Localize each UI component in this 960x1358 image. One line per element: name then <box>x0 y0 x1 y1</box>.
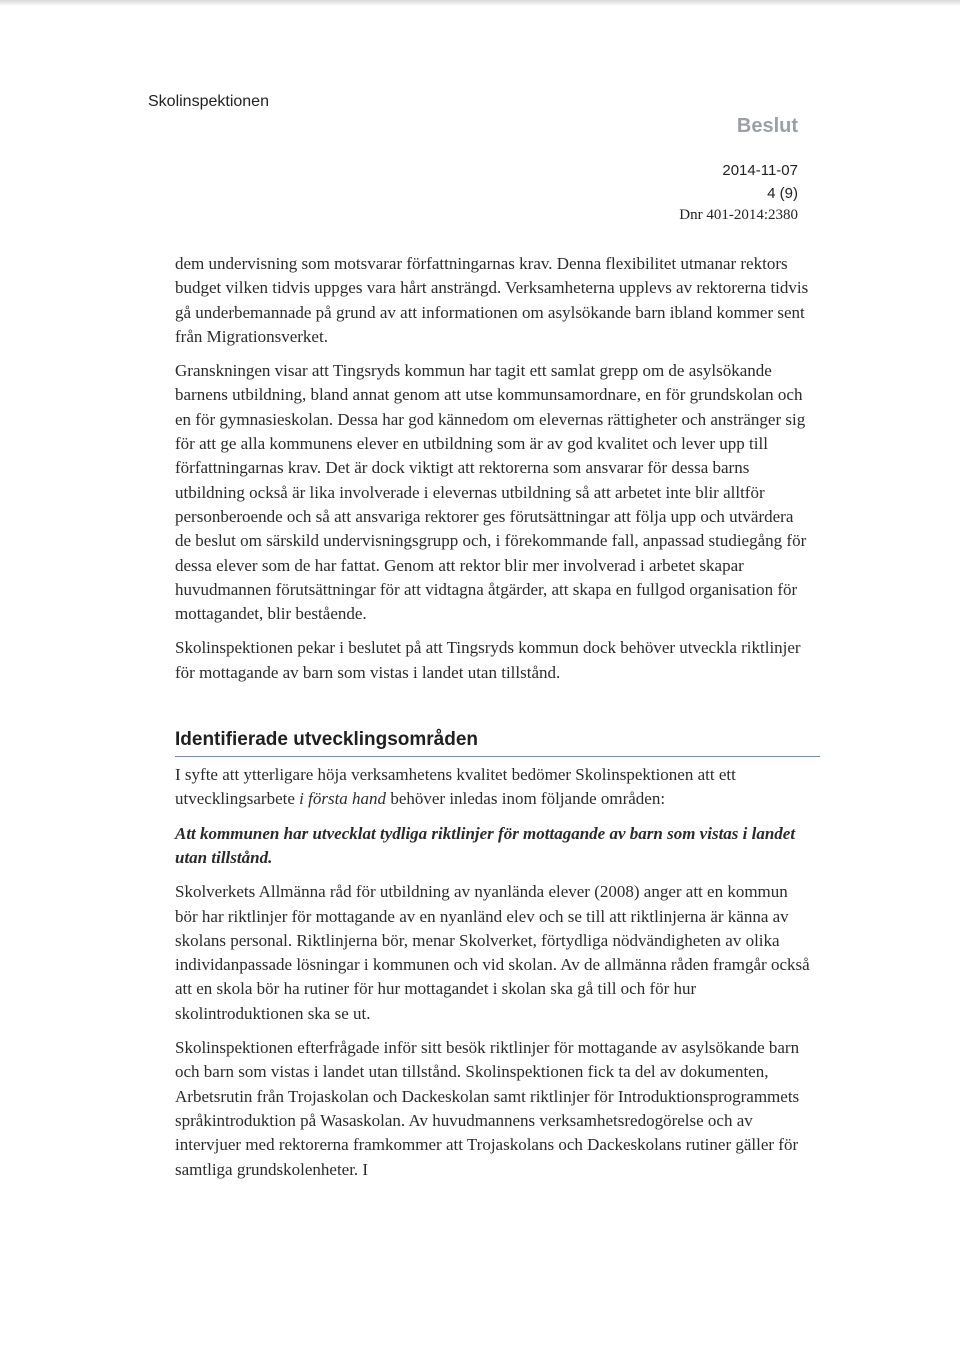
scan-edge <box>0 0 960 6</box>
intro-text-end: behöver inledas inom följande områden: <box>386 789 666 809</box>
intro-text: I syfte att ytterligare höja verksamhetens kvalitet bedömer Skolinspektionen att ett utvecklingsarbete <box>175 765 736 809</box>
paragraph: Granskningen visar att Tingsryds kommun har tagit ett samlat grepp om de asylsökande barnens utbildning, bland annat genom att utse kommunsamordnare, en för grundskolan och en för gymnasieskolan. Dessa har god kännedom om elevernas rättigheter och anstränger sig för att ge alla kommunens elever en utbildning som är av god kvalitet och lever upp till författningarnas krav. Det är dock viktigt att rektorerna som ansvarar för dessa barns utbildning också är lika involverade i elevernas utbildning så att arbetet inte blir alltför personberoende och så att ansvariga rektorer ges förutsättningar att följa upp och utvärdera de beslut om särskild undervisningsgrupp och, i förekommande fall, anpassad studiegång för dessa elever som de har fattat. Genom att rektor blir mer involverad i arbetet skapar huvudmannen förutsättningar för att vidtagna åtgärder, att skapa en fullgod organisation för mottagandet, blir bestående. <box>175 361 807 624</box>
page-number: 4 (9) <box>767 185 798 202</box>
paragraph: Skolverkets Allmänna råd för utbildning av nyanlända elever (2008) anger att en kommun bör har riktlinjer för mottagande av en nyanländ elev och se till att riktlinjerna är känna av skolans personal. Riktlinjerna bör, menar Skolverket, förtydliga nödvändigheten av olika individanpassade lösningar i kommunen och vid skolan. Av de allmänna råden framgår också att en skola bör ha rutiner för hur mottagandet i skolan ska gå till och för hur skolintroduktionen ska se ut. <box>175 882 810 1023</box>
document-body <box>175 252 813 1192</box>
paragraph: Skolinspektionen efterfrågade inför sitt besök riktlinjer för mottagande av asylsökande barn och barn som vistas i landet utan tillstånd. Skolinspektionen fick ta del av dokumenten, Arbetsrutin från Trojaskolan och Dackeskolan samt riktlinjer för Introduktionsprogrammets språkintroduktion på Wasaskolan. Av huvudmannens verksamhetsredogörelse och av intervjuer med rektorerna framkommer att Trojaskolans och Dackeskolans rutiner gäller för samtliga grundskolenheter. I <box>175 1038 800 1179</box>
development-area: Att kommunen har utvecklat tydliga riktlinjer för mottagande av barn som vistas i landet utan tillstånd. <box>175 823 796 867</box>
case-number: Dnr 401-2014:2380 <box>679 207 798 223</box>
intro-emphasis: i första hand <box>299 789 387 809</box>
paragraph: Skolinspektionen pekar i beslutet på att Tingsryds kommun dock behöver utveckla riktlinjer för mottagande av barn som vistas i landet utan tillstånd. <box>175 638 801 682</box>
paragraph: dem undervisning som motsvarar författningarnas krav. Denna flexibilitet utmanar rektors budget vilken tidvis uppges vara hårt ansträngd. Verksamheterna upplevs av rektorerna tidvis gå underbemannade på grund av att informationen om asylsökande barn ibland kommer sent från Migrationsverket. <box>175 254 809 346</box>
section-intro <box>175 763 813 812</box>
document-date: 2014-11-07 <box>722 162 798 179</box>
document-type: Beslut <box>736 115 798 137</box>
organization-name: Skolinspektionen <box>148 93 269 110</box>
section-heading: Identifierade utvecklingsområden <box>175 727 820 757</box>
